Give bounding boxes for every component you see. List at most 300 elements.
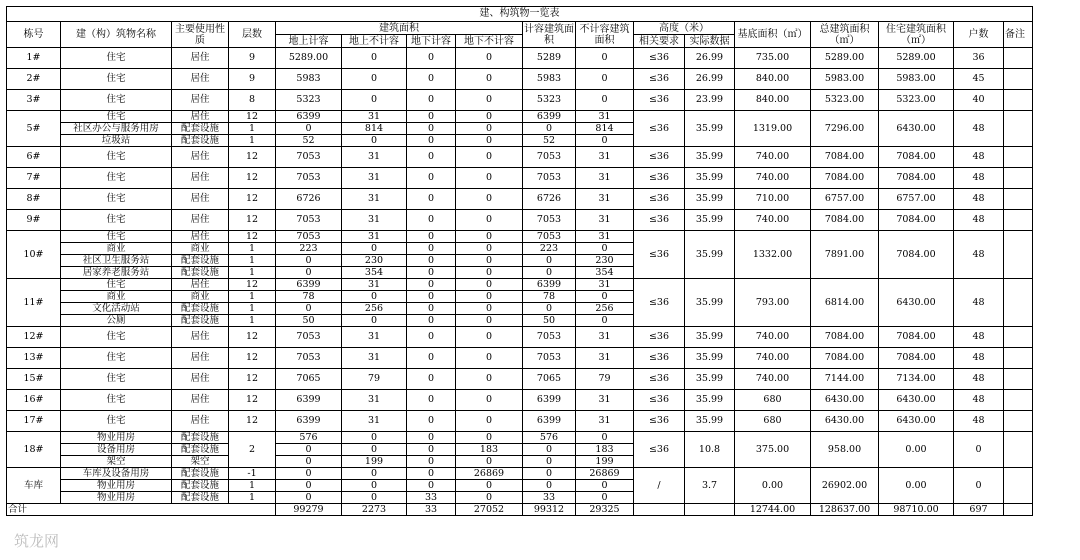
nonfar-area: 183	[576, 444, 634, 456]
total-above-uncounted: 2273	[342, 504, 407, 516]
area-above-uncounted: 0	[342, 48, 407, 69]
households: 0	[954, 432, 1004, 468]
area-above-counted: 6726	[276, 189, 342, 210]
area-under-counted: 0	[407, 315, 456, 327]
use-type: 商业	[172, 291, 229, 303]
area-above-uncounted: 31	[342, 189, 407, 210]
use-type: 居住	[172, 279, 229, 291]
res-area: 5323.00	[879, 90, 954, 111]
area-under-uncounted: 0	[456, 267, 523, 279]
remark	[1004, 327, 1033, 348]
area-under-uncounted: 0	[456, 315, 523, 327]
households: 48	[954, 168, 1004, 189]
total-area: 7144.00	[811, 369, 879, 390]
table-row	[7, 348, 1033, 369]
area-under-uncounted: 0	[456, 456, 523, 468]
nonfar-area: 0	[576, 315, 634, 327]
building-name: 住宅	[61, 411, 172, 432]
table-row	[7, 168, 1033, 189]
far-area: 7053	[523, 348, 576, 369]
height-actual: 35.99	[685, 111, 735, 147]
area-above-counted: 5289.00	[276, 48, 342, 69]
floors: 12	[229, 279, 276, 291]
use-type: 居住	[172, 189, 229, 210]
area-above-uncounted: 31	[342, 147, 407, 168]
remark	[1004, 468, 1033, 504]
use-type: 居住	[172, 90, 229, 111]
area-under-counted: 0	[407, 390, 456, 411]
area-above-uncounted: 31	[342, 390, 407, 411]
far-area: 0	[523, 480, 576, 492]
floors: 12	[229, 147, 276, 168]
table-row	[7, 90, 1033, 111]
building-name: 架空	[61, 456, 172, 468]
use-type: 居住	[172, 369, 229, 390]
building-name: 文化活动站	[61, 303, 172, 315]
use-type: 居住	[172, 390, 229, 411]
base-area: 740.00	[735, 147, 811, 168]
households: 0	[954, 468, 1004, 504]
header-nonfar-area: 不计容建筑面积	[576, 22, 634, 48]
floors: 12	[229, 168, 276, 189]
area-above-uncounted: 230	[342, 255, 407, 267]
building-no: 车库	[7, 468, 61, 504]
total-nonfar-area: 29325	[576, 504, 634, 516]
height-req: ≤36	[634, 90, 685, 111]
area-under-counted: 0	[407, 468, 456, 480]
area-above-uncounted: 31	[342, 327, 407, 348]
total-area: 26902.00	[811, 468, 879, 504]
table-row	[7, 147, 1033, 168]
total-area: 7084.00	[811, 168, 879, 189]
use-type: 居住	[172, 210, 229, 231]
remark	[1004, 189, 1033, 210]
far-area: 0	[523, 267, 576, 279]
far-area: 78	[523, 291, 576, 303]
households: 45	[954, 69, 1004, 90]
area-above-counted: 6399	[276, 390, 342, 411]
total-height-req	[634, 504, 685, 516]
area-above-uncounted: 256	[342, 303, 407, 315]
area-under-uncounted: 0	[456, 303, 523, 315]
nonfar-area: 31	[576, 279, 634, 291]
area-above-uncounted: 0	[342, 468, 407, 480]
area-under-uncounted: 0	[456, 411, 523, 432]
table-row	[7, 411, 1033, 432]
height-actual: 35.99	[685, 279, 735, 327]
height-req: ≤36	[634, 111, 685, 147]
table-row	[7, 231, 1033, 243]
building-name: 公厕	[61, 315, 172, 327]
header-area-group: 建筑面积	[276, 22, 523, 35]
far-area: 0	[523, 123, 576, 135]
area-above-counted: 0	[276, 267, 342, 279]
remark	[1004, 48, 1033, 69]
nonfar-area: 31	[576, 168, 634, 189]
building-no: 13#	[7, 348, 61, 369]
area-above-counted: 7053	[276, 168, 342, 189]
height-actual: 35.99	[685, 189, 735, 210]
total-under-counted: 33	[407, 504, 456, 516]
table-row	[7, 189, 1033, 210]
area-above-counted: 0	[276, 480, 342, 492]
floors: 12	[229, 411, 276, 432]
table-row	[7, 369, 1033, 390]
nonfar-area: 0	[576, 90, 634, 111]
far-area: 0	[523, 468, 576, 480]
total-remark	[1004, 504, 1033, 516]
total-under-uncounted: 27052	[456, 504, 523, 516]
floors: 1	[229, 303, 276, 315]
height-req: ≤36	[634, 69, 685, 90]
height-req: ≤36	[634, 279, 685, 327]
header-floors: 层数	[229, 22, 276, 48]
use-type: 居住	[172, 48, 229, 69]
far-area: 7053	[523, 147, 576, 168]
floors: 1	[229, 315, 276, 327]
nonfar-area: 199	[576, 456, 634, 468]
area-above-uncounted: 31	[342, 231, 407, 243]
area-above-uncounted: 0	[342, 432, 407, 444]
floors: 8	[229, 90, 276, 111]
res-area: 5983.00	[879, 69, 954, 90]
base-area: 740.00	[735, 168, 811, 189]
nonfar-area: 0	[576, 492, 634, 504]
total-area: 5983.00	[811, 69, 879, 90]
use-type: 配套设施	[172, 303, 229, 315]
area-under-counted: 0	[407, 327, 456, 348]
area-under-uncounted: 0	[456, 69, 523, 90]
nonfar-area: 79	[576, 369, 634, 390]
floors: 12	[229, 390, 276, 411]
table-row	[7, 210, 1033, 231]
area-under-counted: 0	[407, 243, 456, 255]
area-under-counted: 0	[407, 369, 456, 390]
base-area: 735.00	[735, 48, 811, 69]
far-area: 6399	[523, 411, 576, 432]
title-row	[7, 7, 1033, 22]
total-res-area: 98710.00	[879, 504, 954, 516]
area-under-counted: 0	[407, 279, 456, 291]
height-req: /	[634, 468, 685, 504]
remark	[1004, 432, 1033, 468]
floors: 12	[229, 348, 276, 369]
remark	[1004, 390, 1033, 411]
use-type: 配套设施	[172, 255, 229, 267]
area-under-uncounted: 26869	[456, 468, 523, 480]
building-name: 住宅	[61, 369, 172, 390]
area-above-uncounted: 0	[342, 69, 407, 90]
building-name: 住宅	[61, 348, 172, 369]
total-height-actual	[685, 504, 735, 516]
area-above-uncounted: 0	[342, 243, 407, 255]
height-actual: 10.8	[685, 432, 735, 468]
households: 48	[954, 231, 1004, 279]
table-row	[7, 432, 1033, 444]
use-type: 居住	[172, 168, 229, 189]
area-under-uncounted: 0	[456, 327, 523, 348]
area-above-uncounted: 31	[342, 279, 407, 291]
area-above-counted: 7053	[276, 327, 342, 348]
floors: 9	[229, 69, 276, 90]
base-area: 1332.00	[735, 231, 811, 279]
area-above-uncounted: 0	[342, 480, 407, 492]
area-above-uncounted: 31	[342, 111, 407, 123]
far-area: 7053	[523, 327, 576, 348]
area-under-uncounted: 0	[456, 291, 523, 303]
table-row	[7, 327, 1033, 348]
area-above-counted: 52	[276, 135, 342, 147]
building-no: 12#	[7, 327, 61, 348]
area-above-uncounted: 199	[342, 456, 407, 468]
res-area: 0.00	[879, 468, 954, 504]
table-row	[7, 69, 1033, 90]
watermark-text: 筑龙网	[14, 532, 60, 550]
base-area: 680	[735, 411, 811, 432]
area-above-uncounted: 0	[342, 444, 407, 456]
floors: 12	[229, 189, 276, 210]
remark	[1004, 111, 1033, 147]
households: 48	[954, 390, 1004, 411]
area-under-counted: 0	[407, 255, 456, 267]
use-type: 架空	[172, 456, 229, 468]
remark	[1004, 411, 1033, 432]
area-under-uncounted: 0	[456, 210, 523, 231]
base-area: 375.00	[735, 432, 811, 468]
building-name: 商业	[61, 291, 172, 303]
building-no: 15#	[7, 369, 61, 390]
height-req: ≤36	[634, 231, 685, 279]
height-actual: 35.99	[685, 327, 735, 348]
use-type: 配套设施	[172, 444, 229, 456]
total-area: 7084.00	[811, 348, 879, 369]
nonfar-area: 0	[576, 135, 634, 147]
nonfar-area: 0	[576, 480, 634, 492]
area-under-counted: 0	[407, 291, 456, 303]
nonfar-area: 31	[576, 411, 634, 432]
height-actual: 35.99	[685, 411, 735, 432]
area-under-uncounted: 0	[456, 369, 523, 390]
building-name: 车库及设备用房	[61, 468, 172, 480]
base-area: 1319.00	[735, 111, 811, 147]
area-under-counted: 0	[407, 147, 456, 168]
area-under-counted: 0	[407, 189, 456, 210]
building-name: 住宅	[61, 147, 172, 168]
header-height-req: 相关要求	[634, 35, 685, 48]
nonfar-area: 0	[576, 432, 634, 444]
area-under-uncounted: 0	[456, 135, 523, 147]
nonfar-area: 31	[576, 147, 634, 168]
height-actual: 35.99	[685, 348, 735, 369]
area-under-uncounted: 0	[456, 390, 523, 411]
area-under-counted: 33	[407, 492, 456, 504]
area-under-uncounted: 0	[456, 255, 523, 267]
header-height-group: 高度（米）	[634, 22, 735, 35]
height-req: ≤36	[634, 147, 685, 168]
nonfar-area: 0	[576, 243, 634, 255]
area-under-counted: 0	[407, 123, 456, 135]
base-area: 740.00	[735, 210, 811, 231]
use-type: 居住	[172, 348, 229, 369]
floors: 9	[229, 48, 276, 69]
area-above-counted: 0	[276, 444, 342, 456]
total-above-counted: 99279	[276, 504, 342, 516]
far-area: 7065	[523, 369, 576, 390]
far-area: 6399	[523, 390, 576, 411]
floors: 2	[229, 432, 276, 468]
height-req: ≤36	[634, 48, 685, 69]
remark	[1004, 348, 1033, 369]
area-above-counted: 223	[276, 243, 342, 255]
res-area: 6430.00	[879, 411, 954, 432]
use-type: 配套设施	[172, 123, 229, 135]
total-area: 7084.00	[811, 147, 879, 168]
total-base-area: 12744.00	[735, 504, 811, 516]
building-name: 社区卫生服务站	[61, 255, 172, 267]
height-req: ≤36	[634, 327, 685, 348]
table-row	[7, 279, 1033, 291]
use-type: 配套设施	[172, 432, 229, 444]
height-req: ≤36	[634, 210, 685, 231]
use-type: 居住	[172, 327, 229, 348]
area-under-counted: 0	[407, 348, 456, 369]
households: 48	[954, 147, 1004, 168]
area-above-counted: 0	[276, 123, 342, 135]
height-req: ≤36	[634, 432, 685, 468]
nonfar-area: 814	[576, 123, 634, 135]
nonfar-area: 230	[576, 255, 634, 267]
remark	[1004, 210, 1033, 231]
building-name: 住宅	[61, 279, 172, 291]
floors: 1	[229, 492, 276, 504]
area-under-counted: 0	[407, 456, 456, 468]
building-name: 商业	[61, 243, 172, 255]
area-under-uncounted: 0	[456, 48, 523, 69]
far-area: 33	[523, 492, 576, 504]
total-area: 958.00	[811, 432, 879, 468]
building-no: 8#	[7, 189, 61, 210]
area-under-uncounted: 0	[456, 432, 523, 444]
base-area: 680	[735, 390, 811, 411]
height-actual: 3.7	[685, 468, 735, 504]
area-above-counted: 78	[276, 291, 342, 303]
floors: 1	[229, 123, 276, 135]
nonfar-area: 256	[576, 303, 634, 315]
use-type: 居住	[172, 111, 229, 123]
use-type: 配套设施	[172, 468, 229, 480]
total-far-area: 99312	[523, 504, 576, 516]
remark	[1004, 69, 1033, 90]
use-type: 居住	[172, 411, 229, 432]
height-actual: 35.99	[685, 147, 735, 168]
far-area: 576	[523, 432, 576, 444]
building-no: 18#	[7, 432, 61, 468]
far-area: 50	[523, 315, 576, 327]
area-under-uncounted: 0	[456, 231, 523, 243]
remark	[1004, 231, 1033, 279]
total-area: 7084.00	[811, 327, 879, 348]
header-use: 主要使用性质	[172, 22, 229, 48]
nonfar-area: 31	[576, 390, 634, 411]
nonfar-area: 354	[576, 267, 634, 279]
building-name: 住宅	[61, 111, 172, 123]
area-under-counted: 0	[407, 48, 456, 69]
households: 48	[954, 327, 1004, 348]
use-type: 配套设施	[172, 135, 229, 147]
total-area: 6814.00	[811, 279, 879, 327]
area-above-counted: 0	[276, 492, 342, 504]
area-above-counted: 6399	[276, 111, 342, 123]
building-name: 物业用房	[61, 480, 172, 492]
area-under-counted: 0	[407, 231, 456, 243]
nonfar-area: 0	[576, 48, 634, 69]
total-area: 7296.00	[811, 111, 879, 147]
floors: 1	[229, 255, 276, 267]
households: 48	[954, 348, 1004, 369]
area-under-counted: 0	[407, 168, 456, 189]
header-row	[7, 22, 1033, 35]
area-above-counted: 50	[276, 315, 342, 327]
area-above-counted: 0	[276, 468, 342, 480]
header-under-counted: 地下计容	[407, 35, 456, 48]
floors: 12	[229, 210, 276, 231]
building-name: 物业用房	[61, 492, 172, 504]
households: 48	[954, 189, 1004, 210]
area-above-uncounted: 31	[342, 411, 407, 432]
far-area: 0	[523, 444, 576, 456]
far-area: 6399	[523, 279, 576, 291]
res-area: 7084.00	[879, 147, 954, 168]
area-under-counted: 0	[407, 90, 456, 111]
far-area: 5983	[523, 69, 576, 90]
area-above-counted: 0	[276, 255, 342, 267]
header-above-counted: 地上计容	[276, 35, 342, 48]
height-actual: 35.99	[685, 210, 735, 231]
nonfar-area: 31	[576, 327, 634, 348]
use-type: 居住	[172, 147, 229, 168]
floors: 1	[229, 480, 276, 492]
base-area: 793.00	[735, 279, 811, 327]
header-above-uncounted: 地上不计容	[342, 35, 407, 48]
far-area: 5323	[523, 90, 576, 111]
building-name: 住宅	[61, 90, 172, 111]
nonfar-area: 31	[576, 189, 634, 210]
building-name: 住宅	[61, 327, 172, 348]
table-title: 建、构筑物一览表	[7, 7, 1033, 22]
area-above-uncounted: 0	[342, 315, 407, 327]
area-under-uncounted: 0	[456, 243, 523, 255]
area-above-uncounted: 31	[342, 210, 407, 231]
area-under-uncounted: 0	[456, 123, 523, 135]
height-actual: 26.99	[685, 48, 735, 69]
households: 48	[954, 111, 1004, 147]
area-above-uncounted: 814	[342, 123, 407, 135]
building-no: 7#	[7, 168, 61, 189]
height-actual: 35.99	[685, 231, 735, 279]
use-type: 商业	[172, 243, 229, 255]
res-area: 7134.00	[879, 369, 954, 390]
height-req: ≤36	[634, 369, 685, 390]
height-actual: 23.99	[685, 90, 735, 111]
area-under-counted: 0	[407, 111, 456, 123]
households: 48	[954, 369, 1004, 390]
header-res-area: 住宅建筑面积（㎡）	[879, 22, 954, 48]
building-no: 16#	[7, 390, 61, 411]
res-area: 6430.00	[879, 111, 954, 147]
building-name: 垃圾站	[61, 135, 172, 147]
table-row	[7, 390, 1033, 411]
height-req: ≤36	[634, 189, 685, 210]
